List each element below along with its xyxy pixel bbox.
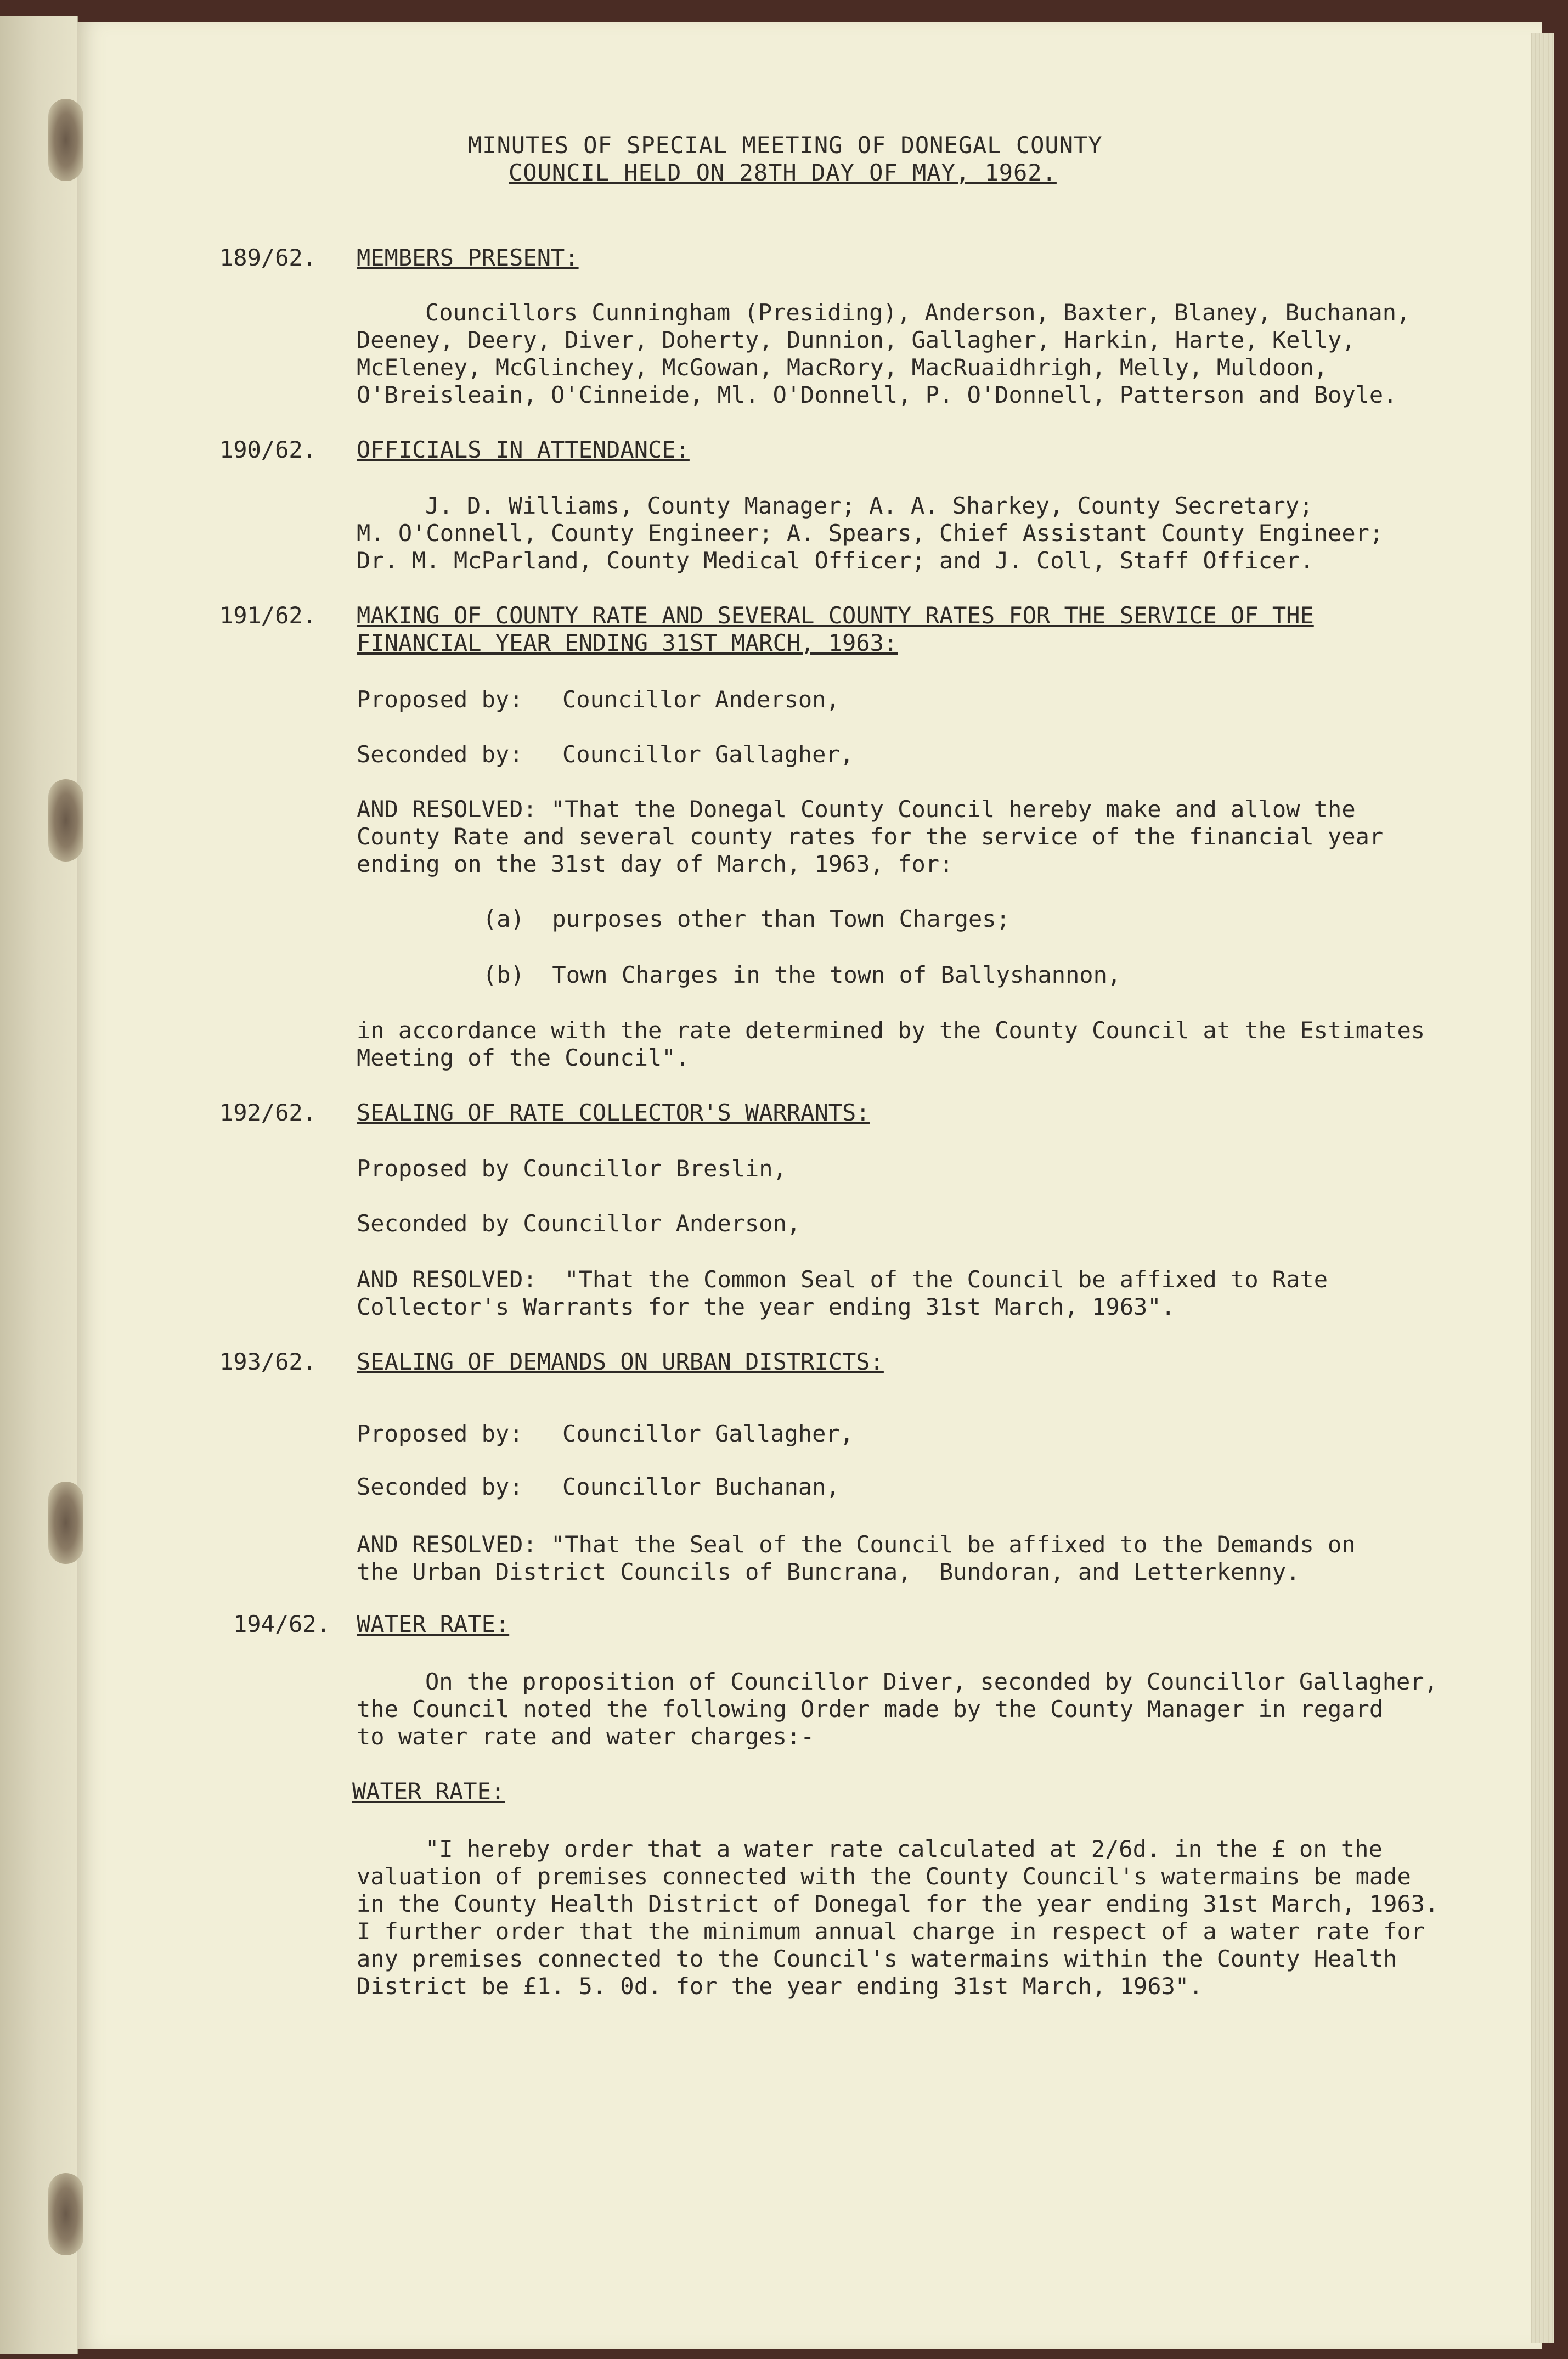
- body-line: ending on the 31st day of March, 1963, for:: [357, 851, 954, 877]
- proposer-label: Proposed by:: [357, 1420, 523, 1447]
- item-heading: FINANCIAL YEAR ENDING 31ST MARCH, 1963:: [357, 629, 898, 656]
- body-line: Dr. M. McParland, County Medical Officer; and J. Coll, Staff Officer.: [357, 547, 1314, 574]
- body-line: AND RESOLVED: "That the Seal of the Council be affixed to the Demands on: [357, 1531, 1356, 1558]
- body-line: I further order that the minimum annual charge in respect of a water rate for: [357, 1918, 1425, 1945]
- body-line: Meeting of the Council".: [357, 1044, 690, 1071]
- body-line: District be £1. 5. 0d. for the year ending 31st March, 1963".: [357, 1973, 1203, 2000]
- body-line: "I hereby order that a water rate calculated at 2/6d. in the £ on the: [425, 1836, 1383, 1862]
- seconder-label: Seconded by:: [357, 741, 523, 768]
- body-line: to water rate and water charges:-: [357, 1723, 815, 1750]
- body-line: Collector's Warrants for the year ending 31st March, 1963".: [357, 1293, 1175, 1320]
- proposer-label: Proposed by:: [357, 686, 523, 713]
- body-line: valuation of premises connected with the County Council's watermains be made: [357, 1863, 1411, 1890]
- body-line: AND RESOLVED: "That the Donegal County Council hereby make and allow the: [357, 796, 1356, 823]
- item-heading: OFFICIALS IN ATTENDANCE:: [357, 436, 690, 463]
- option-b: (b) Town Charges in the town of Ballyshannon,: [483, 961, 1121, 988]
- body-line: the Council noted the following Order made by the County Manager in regard: [357, 1696, 1384, 1722]
- seconder-label: Seconded by:: [357, 1473, 523, 1500]
- document-title-line-1: MINUTES OF SPECIAL MEETING OF DONEGAL COUNTY: [468, 132, 1103, 159]
- sub-heading: WATER RATE:: [352, 1778, 505, 1805]
- body-line: the Urban District Councils of Buncrana, Bundoran, and Letterkenny.: [357, 1558, 1300, 1585]
- item-heading: WATER RATE:: [357, 1611, 510, 1637]
- body-line: in accordance with the rate determined by the County Council at the Estimates: [357, 1017, 1425, 1044]
- item-number: 191/62.: [219, 602, 317, 629]
- item-number: 192/62.: [219, 1099, 317, 1126]
- item-heading: SEALING OF DEMANDS ON URBAN DISTRICTS:: [357, 1348, 884, 1375]
- body-line: Deeney, Deery, Diver, Doherty, Dunnion, Gallagher, Harkin, Harte, Kelly,: [357, 326, 1356, 353]
- body-line: J. D. Williams, County Manager; A. A. Sharkey, County Secretary;: [425, 492, 1313, 519]
- item-heading: MEMBERS PRESENT:: [357, 244, 579, 271]
- item-number: 194/62.: [233, 1611, 331, 1637]
- proposer-value: Councillor Anderson,: [562, 686, 840, 713]
- item-heading: SEALING OF RATE COLLECTOR'S WARRANTS:: [357, 1099, 870, 1126]
- body-line: in the County Health District of Donegal for the year ending 31st March, 1963.: [357, 1890, 1439, 1917]
- item-heading: MAKING OF COUNTY RATE AND SEVERAL COUNTY RATES FOR THE SERVICE OF THE: [357, 602, 1314, 629]
- proposer-value: Councillor Gallagher,: [562, 1420, 854, 1447]
- seconder-line: Seconded by Councillor Anderson,: [357, 1210, 801, 1237]
- document-title-line-2: COUNCIL HELD ON 28TH DAY OF MAY, 1962.: [509, 159, 1057, 186]
- item-number: 193/62.: [219, 1348, 317, 1375]
- body-line: County Rate and several county rates for the service of the financial year: [357, 823, 1384, 850]
- body-line: Councillors Cunningham (Presiding), Anderson, Baxter, Blaney, Buchanan,: [425, 299, 1411, 326]
- body-line: O'Breisleain, O'Cinneide, Ml. O'Donnell, P. O'Donnell, Patterson and Boyle.: [357, 381, 1397, 408]
- seconder-value: Councillor Gallagher,: [562, 741, 854, 768]
- item-number: 190/62.: [219, 436, 317, 463]
- option-a: (a) purposes other than Town Charges;: [483, 905, 1010, 932]
- body-line: M. O'Connell, County Engineer; A. Spears, Chief Assistant County Engineer;: [357, 520, 1384, 547]
- seconder-value: Councillor Buchanan,: [562, 1473, 840, 1500]
- proposer-line: Proposed by Councillor Breslin,: [357, 1155, 787, 1182]
- body-line: AND RESOLVED: "That the Common Seal of the Council be affixed to Rate: [357, 1266, 1328, 1293]
- body-line: any premises connected to the Council's watermains within the County Health: [357, 1945, 1397, 1972]
- body-line: On the proposition of Councillor Diver, seconded by Councillor Gallagher,: [425, 1668, 1438, 1695]
- item-number: 189/62.: [219, 244, 317, 271]
- body-line: McEleney, McGlinchey, McGowan, MacRory, MacRuaidhrigh, Melly, Muldoon,: [357, 354, 1328, 381]
